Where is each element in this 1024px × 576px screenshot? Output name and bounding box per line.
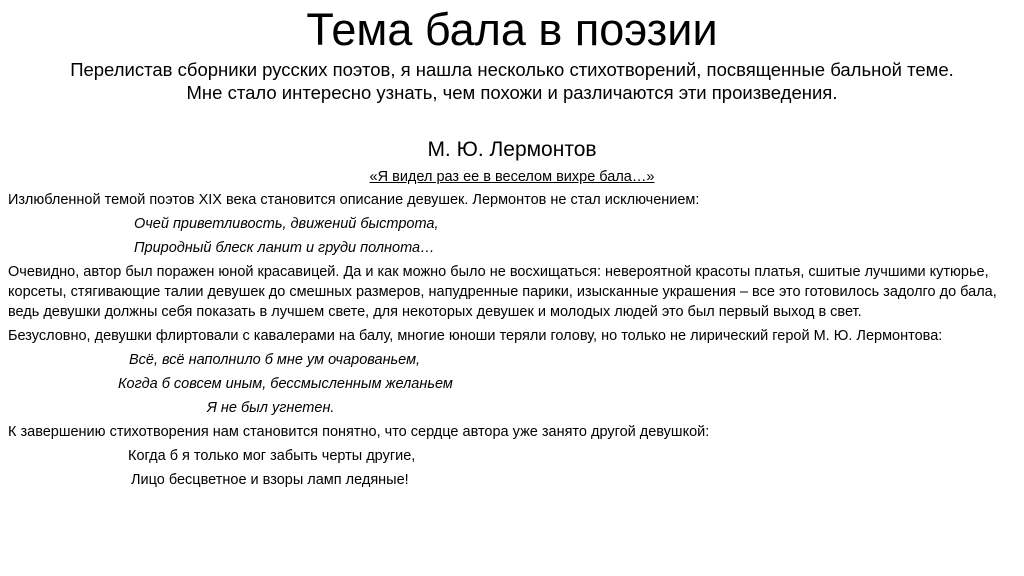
intro-text [0,58,1024,104]
paragraph-3: Безусловно, девушки флиртовали с кавалерами на балу, многие юноши теряли голову, но только не лирический герой М. Ю. Лермонтова: [8,328,943,344]
verse-line-5: Я не был угнетен. [207,400,335,416]
verse-line-6: Когда б я только мог забыть черты другие, [128,448,416,464]
slide-title: Тема бала в поэзии [306,4,718,55]
intro-line-2: Мне стало интересно узнать, чем похожи и различаются эти произведения. [186,82,838,103]
verse-line-2: Природный блеск ланит и груди полнота… [134,240,435,256]
paragraph-2: Очевидно, автор был поражен юной красавицей. Да и как можно было не восхищаться: невероятной красоты платья, сшитые лучшими кутюрье, корсеты, стягивающие талии девушек до смешных размеров, напудренные парики, изысканные украшения – все это готовилось задолго до бала, ведь девушки должны себя показать в лучшем свете, для некоторых девушек и молодых людей это был первый выход в свет. [8,264,997,320]
paragraph-4: К завершению стихотворения нам становится понятно, что сердце автора уже занято другой девушкой: [8,424,710,440]
paragraph-1: Излюбленной темой поэтов XIX века становится описание девушек. Лермонтов не стал исключением: [8,192,700,208]
poem-title: «Я видел раз ее в веселом вихре бала…» [369,169,655,185]
author-heading: М. Ю. Лермонтов [427,138,597,161]
body-text [8,190,1018,494]
verse-line-4: Когда б совсем иным, бессмысленным желаньем [118,376,453,392]
intro-line-1: Перелистав сборники русских поэтов, я нашла несколько стихотворений, посвященные бальной теме. [70,59,954,80]
verse-line-1: Очей приветливость, движений быстрота, [134,216,439,232]
verse-line-7: Лицо бесцветное и взоры ламп ледяные! [131,472,409,488]
verse-line-3: Всё, всё наполнило б мне ум очарованьем, [129,352,421,368]
